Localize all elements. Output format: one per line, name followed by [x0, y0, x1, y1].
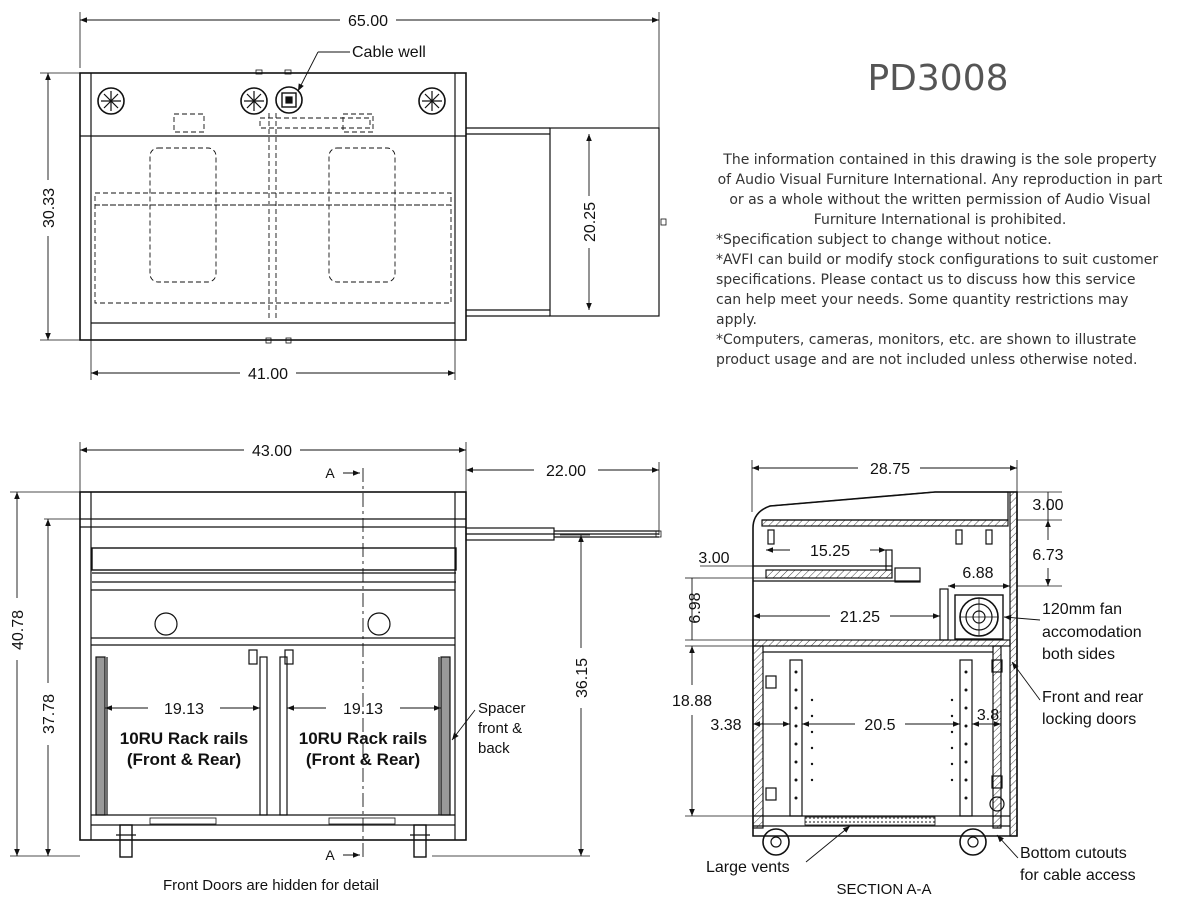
dim-top-to-shelf: 6.73 — [1032, 547, 1064, 564]
dim-keyboard-offset: 3.00 — [698, 550, 730, 567]
section-marker-bottom: A — [325, 847, 335, 863]
rack-label-line2-right: (Front & Rear) — [305, 750, 421, 769]
dim-shelf-height: 36.15 — [574, 657, 591, 699]
section-view — [685, 460, 1062, 862]
top-view-labels — [41, 13, 599, 383]
dim-front-offset: 3.38 — [710, 717, 742, 734]
dim-rack-width-left: 19.13 — [163, 701, 205, 718]
model-number: PD3008 — [867, 58, 1009, 99]
spacer-label-line3: back — [478, 740, 510, 757]
dim-rack-width-right: 19.13 — [342, 701, 384, 718]
cutouts-label-line1: Bottom cutouts — [1020, 845, 1127, 862]
caster-icon — [116, 825, 136, 857]
top-view — [40, 12, 666, 380]
dim-keyboard-depth: 15.25 — [809, 543, 851, 560]
section-caption: SECTION A-A — [836, 881, 932, 898]
rack-label-line1-right: 10RU Rack rails — [298, 729, 428, 748]
disclaimer-text: The information contained in this drawing is the sole property of Audio Visual Furniture International. Any reproduction in part or as a whole without the written permission of Audio Visual Furniture International is prohibited. — [717, 152, 1163, 228]
spacer-label-line2: front & — [478, 720, 523, 737]
front-view — [10, 442, 661, 860]
dim-front-width: 43.00 — [251, 443, 293, 460]
fan-icon — [955, 595, 1003, 639]
rack-label-line1-left: 10RU Rack rails — [119, 729, 249, 748]
note-3: *Computers, cameras, monitors, etc. are shown to illustrate product usage and are not included unless otherwise noted. — [716, 332, 1138, 368]
caster-icon — [410, 825, 430, 857]
dim-shelf-extension: 20.25 — [582, 201, 599, 243]
rail-holes — [795, 671, 968, 800]
fan-label-line3: both sides — [1042, 646, 1115, 663]
caster-icon — [763, 829, 789, 855]
cutouts-label-line2: for cable access — [1020, 867, 1136, 884]
dim-section-depth: 28.75 — [869, 461, 911, 478]
dim-shelf-gap: 6.98 — [687, 592, 704, 624]
caster-icon — [960, 829, 986, 855]
front-view-caption: Front Doors are hidden for detail — [163, 877, 379, 894]
dim-cabinet-height: 37.78 — [41, 693, 58, 735]
cable-well-label: Cable well — [352, 44, 426, 61]
section-marker-top: A — [325, 465, 335, 481]
dim-fan-width: 6.88 — [962, 565, 994, 582]
dim-depth: 30.33 — [41, 187, 58, 229]
dim-overall-width: 65.00 — [347, 13, 389, 30]
spacer-label-line1: Spacer — [478, 700, 526, 717]
rack-label-line2-left: (Front & Rear) — [126, 750, 242, 769]
note-1: *Specification subject to change without notice. — [716, 232, 1052, 248]
doors-label-line1: Front and rear — [1042, 689, 1144, 706]
dim-front-shelf-extension: 22.00 — [545, 463, 587, 480]
grommet-icon — [98, 88, 124, 114]
dim-shelf-depth: 21.25 — [839, 609, 881, 626]
fan-label-line1: 120mm fan — [1042, 601, 1123, 618]
doors-label-line2: locking doors — [1042, 711, 1137, 728]
hidden-lines — [95, 113, 451, 318]
dim-rear-offset: 3.8 — [976, 707, 1000, 724]
vents-label: Large vents — [706, 859, 790, 876]
grommet-icon — [241, 88, 267, 114]
fan-label-line2: accomodation — [1042, 624, 1142, 641]
dim-rail-spacing: 20.5 — [864, 717, 896, 734]
dim-overall-height: 40.78 — [10, 609, 27, 651]
dim-top-thickness: 3.00 — [1032, 497, 1064, 514]
dim-lower-height: 18.88 — [671, 693, 713, 710]
note-2: *AVFI can build or modify stock configurations to suit customer specifications. Please contact us to discuss how this service can help meet your needs. Some quantity restrictions may apply. — [716, 252, 1159, 328]
dim-base-width: 41.00 — [247, 366, 289, 383]
grommet-icon — [419, 88, 445, 114]
